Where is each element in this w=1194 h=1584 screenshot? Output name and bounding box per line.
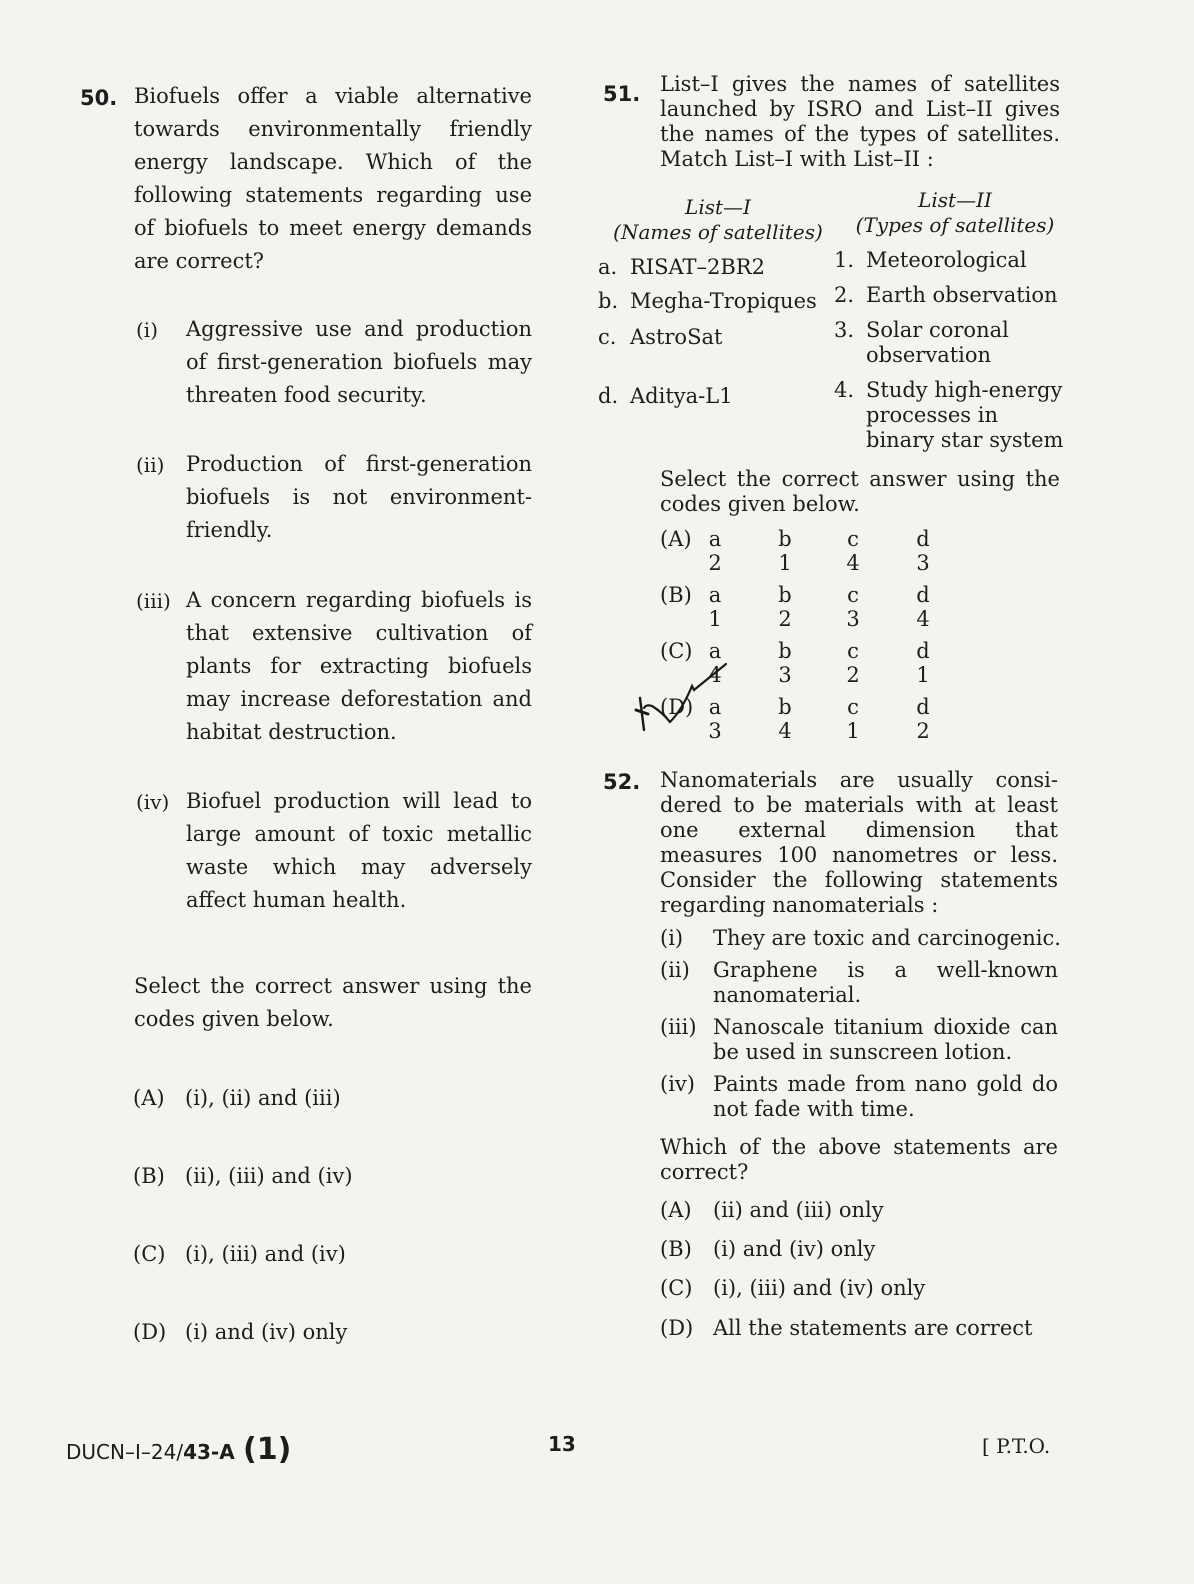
question-52-number: 52. bbox=[603, 770, 641, 794]
handwritten-pen-marks bbox=[630, 650, 730, 740]
code-number: 4 bbox=[708, 663, 722, 687]
statement-label: (iv) bbox=[136, 790, 170, 814]
statement-label: (i) bbox=[136, 318, 159, 342]
code-number: 1 bbox=[708, 607, 722, 631]
list-2-subtitle: (Types of satellites) bbox=[855, 213, 1055, 237]
statement-line: may increase deforestation and bbox=[186, 687, 532, 711]
option-c-label: (C) bbox=[133, 1242, 166, 1266]
statement-line: large amount of toxic metallic bbox=[186, 822, 532, 846]
page-number: 13 bbox=[548, 1432, 576, 1456]
stem-line: Consider the following statements bbox=[660, 868, 1058, 892]
question-50-number: 50. bbox=[80, 86, 118, 110]
option-d-label: (D) bbox=[133, 1320, 167, 1344]
stem-line: launched by ISRO and List–II gives bbox=[660, 97, 1060, 121]
code-number: 1 bbox=[846, 719, 860, 743]
code-letter: c bbox=[847, 695, 859, 719]
code-number: 2 bbox=[846, 663, 860, 687]
code-letter: d bbox=[916, 527, 930, 551]
list-2-line: Solar coronal bbox=[866, 318, 1009, 342]
code-number: 1 bbox=[916, 663, 930, 687]
code-number: 2 bbox=[916, 719, 930, 743]
statement-line: nanomaterial. bbox=[713, 983, 862, 1007]
stem-line: one external dimension that bbox=[660, 818, 1058, 842]
list-2-line: processes in bbox=[866, 403, 998, 427]
statement-line: affect human health. bbox=[186, 888, 407, 912]
statement-line: A concern regarding biofuels is bbox=[186, 588, 532, 612]
list-2-line: binary star system bbox=[866, 428, 1064, 452]
statement-text bbox=[186, 785, 532, 917]
code-option-label[interactable]: (D) bbox=[660, 695, 694, 719]
statement-line: Graphene is a well-known bbox=[713, 958, 1058, 982]
statement-line: biofuels is not environment- bbox=[186, 485, 532, 509]
list-2-item-key: 2. bbox=[834, 283, 855, 307]
list-2-line: observation bbox=[866, 343, 992, 367]
statement-line: be used in sunscreen lotion. bbox=[713, 1040, 1013, 1064]
option-b-label: (B) bbox=[660, 1237, 692, 1261]
booklet-code-series: 43-A bbox=[183, 1440, 235, 1464]
statement-label: (i) bbox=[660, 926, 684, 950]
booklet-code bbox=[66, 1432, 291, 1467]
stem-line: the names of the types of satellites. bbox=[660, 122, 1060, 146]
statement-line: plants for extracting biofuels bbox=[186, 654, 532, 678]
statement-label: (iii) bbox=[136, 589, 171, 613]
booklet-code-prefix: DUCN–I–24/ bbox=[66, 1440, 184, 1464]
statement-label: (ii) bbox=[136, 453, 165, 477]
question-52-stem bbox=[660, 768, 1058, 918]
statement-line: Aggressive use and production bbox=[186, 317, 532, 341]
option-d-label: (D) bbox=[660, 1316, 694, 1340]
list-2-item-text bbox=[866, 378, 1063, 453]
list-1-item-key: a. bbox=[598, 255, 618, 279]
stem-line: Nanomaterials are usually consi- bbox=[660, 768, 1058, 792]
stem-line: of biofuels to meet energy demands bbox=[134, 216, 532, 240]
list-2-heading bbox=[846, 188, 1064, 238]
statement-line: Paints made from nano gold do bbox=[713, 1072, 1058, 1096]
code-letter: b bbox=[778, 583, 792, 607]
statement-text bbox=[186, 584, 532, 749]
code-letter: a bbox=[708, 527, 722, 551]
code-number: 3 bbox=[846, 607, 860, 631]
question-51-instruction bbox=[660, 467, 1060, 517]
code-letter: a bbox=[708, 639, 722, 663]
list-1-heading bbox=[606, 195, 830, 245]
option-a-text[interactable]: (i), (ii) and (iii) bbox=[185, 1086, 341, 1110]
statement-line: of first-generation biofuels may bbox=[186, 350, 532, 374]
list-1-title: List—I bbox=[685, 195, 751, 219]
prompt-line: Which of the above statements are bbox=[660, 1135, 1058, 1159]
option-d-text[interactable]: All the statements are correct bbox=[713, 1316, 1033, 1340]
question-50-stem bbox=[134, 80, 532, 278]
list-2-title: List—II bbox=[918, 188, 992, 212]
code-letter: d bbox=[916, 583, 930, 607]
statement-line: Biofuel production will lead to bbox=[186, 789, 532, 813]
code-number: 3 bbox=[916, 551, 930, 575]
option-c-text[interactable]: (i), (iii) and (iv) only bbox=[713, 1276, 926, 1300]
option-a-text[interactable]: (ii) and (iii) only bbox=[713, 1198, 884, 1222]
code-letter: c bbox=[847, 639, 859, 663]
list-1-item-name: AstroSat bbox=[630, 325, 723, 349]
instruction-line: codes given below. bbox=[134, 1007, 334, 1031]
statement-text bbox=[713, 1072, 1058, 1122]
code-number: 4 bbox=[778, 719, 792, 743]
code-number: 2 bbox=[778, 607, 792, 631]
statement-line: Nanoscale titanium dioxide can bbox=[713, 1015, 1058, 1039]
option-b-text[interactable]: (ii), (iii) and (iv) bbox=[185, 1164, 353, 1188]
stem-line: are correct? bbox=[134, 249, 265, 273]
code-letter: c bbox=[847, 583, 859, 607]
code-option-label[interactable]: (B) bbox=[660, 583, 692, 607]
list-2-item-text: Earth observation bbox=[866, 283, 1058, 307]
instruction-line: codes given below. bbox=[660, 492, 860, 516]
list-1-subtitle: (Names of satellites) bbox=[613, 220, 823, 244]
statement-label: (iii) bbox=[660, 1015, 697, 1039]
stem-line: towards environmentally friendly bbox=[134, 117, 532, 141]
stem-line: Match List–I with List–II : bbox=[660, 147, 934, 171]
code-letter: d bbox=[916, 639, 930, 663]
statement-line: Production of first-generation bbox=[186, 452, 532, 476]
list-2-line: Study high-energy bbox=[866, 378, 1063, 402]
tick-stroke bbox=[636, 710, 648, 714]
list-2-item-key: 1. bbox=[834, 248, 855, 272]
list-1-item-name: Aditya-L1 bbox=[630, 384, 733, 408]
code-letter: a bbox=[708, 695, 722, 719]
question-51-number: 51. bbox=[603, 82, 641, 106]
list-2-item-text bbox=[866, 318, 1009, 368]
code-number: 2 bbox=[708, 551, 722, 575]
code-number: 3 bbox=[778, 663, 792, 687]
statement-text: They are toxic and carcinogenic. bbox=[713, 926, 1061, 950]
code-number: 4 bbox=[846, 551, 860, 575]
statement-line: habitat destruction. bbox=[186, 720, 397, 744]
code-letter: c bbox=[847, 527, 859, 551]
statement-line: that extensive cultivation of bbox=[186, 621, 532, 645]
prompt-line: correct? bbox=[660, 1160, 749, 1184]
pto-note: [ P.T.O. bbox=[982, 1434, 1051, 1458]
instruction-line: Select the correct answer using the bbox=[134, 974, 532, 998]
stem-line: energy landscape. Which of the bbox=[134, 150, 532, 174]
question-51-stem bbox=[660, 72, 1060, 172]
question-52-prompt bbox=[660, 1135, 1058, 1185]
booklet-code-set: (1) bbox=[243, 1432, 292, 1467]
option-c-label: (C) bbox=[660, 1276, 693, 1300]
statement-line: waste which may adversely bbox=[186, 855, 532, 879]
code-letter: b bbox=[778, 639, 792, 663]
option-d-text[interactable]: (i) and (iv) only bbox=[185, 1320, 348, 1344]
list-2-item-text: Meteorological bbox=[866, 248, 1027, 272]
code-letter: b bbox=[778, 695, 792, 719]
option-b-text[interactable]: (i) and (iv) only bbox=[713, 1237, 876, 1261]
code-number: 3 bbox=[708, 719, 722, 743]
statement-label: (iv) bbox=[660, 1072, 695, 1096]
stem-line: measures 100 nanometres or less. bbox=[660, 843, 1058, 867]
list-1-item-name: RISAT–2BR2 bbox=[630, 255, 765, 279]
statement-label: (ii) bbox=[660, 958, 690, 982]
code-option-label[interactable]: (C) bbox=[660, 639, 693, 663]
code-number: 1 bbox=[778, 551, 792, 575]
stem-line: regarding nanomaterials : bbox=[660, 893, 939, 917]
instruction-line: Select the correct answer using the bbox=[660, 467, 1060, 491]
option-c-text[interactable]: (i), (iii) and (iv) bbox=[185, 1242, 346, 1266]
statement-text bbox=[186, 313, 532, 412]
pen-slash-mark bbox=[644, 664, 726, 722]
stem-line: dered to be materials with at least bbox=[660, 793, 1058, 817]
list-1-item-key: c. bbox=[598, 325, 617, 349]
code-number: 4 bbox=[916, 607, 930, 631]
list-1-item-key: d. bbox=[598, 384, 619, 408]
code-letter: b bbox=[778, 527, 792, 551]
list-2-item-key: 4. bbox=[834, 378, 855, 402]
list-1-item-name: Megha-Tropiques bbox=[630, 289, 817, 313]
code-option-label[interactable]: (A) bbox=[660, 527, 692, 551]
stem-line: Biofuels offer a viable alternative bbox=[134, 84, 532, 108]
statement-text bbox=[713, 958, 1058, 1008]
statement-text bbox=[186, 448, 532, 547]
statement-line: friendly. bbox=[186, 518, 273, 542]
stem-line: following statements regarding use bbox=[134, 183, 532, 207]
code-letter: d bbox=[916, 695, 930, 719]
list-1-item-key: b. bbox=[598, 289, 619, 313]
list-2-item-key: 3. bbox=[834, 318, 855, 342]
statement-line: threaten food security. bbox=[186, 383, 427, 407]
code-letter: a bbox=[708, 583, 722, 607]
question-50-instruction bbox=[134, 970, 532, 1036]
option-a-label: (A) bbox=[133, 1086, 165, 1110]
statement-text bbox=[713, 1015, 1058, 1065]
option-b-label: (B) bbox=[133, 1164, 165, 1188]
stem-line: List–I gives the names of satellites bbox=[660, 72, 1060, 96]
option-a-label: (A) bbox=[660, 1198, 692, 1222]
statement-line: not fade with time. bbox=[713, 1097, 915, 1121]
